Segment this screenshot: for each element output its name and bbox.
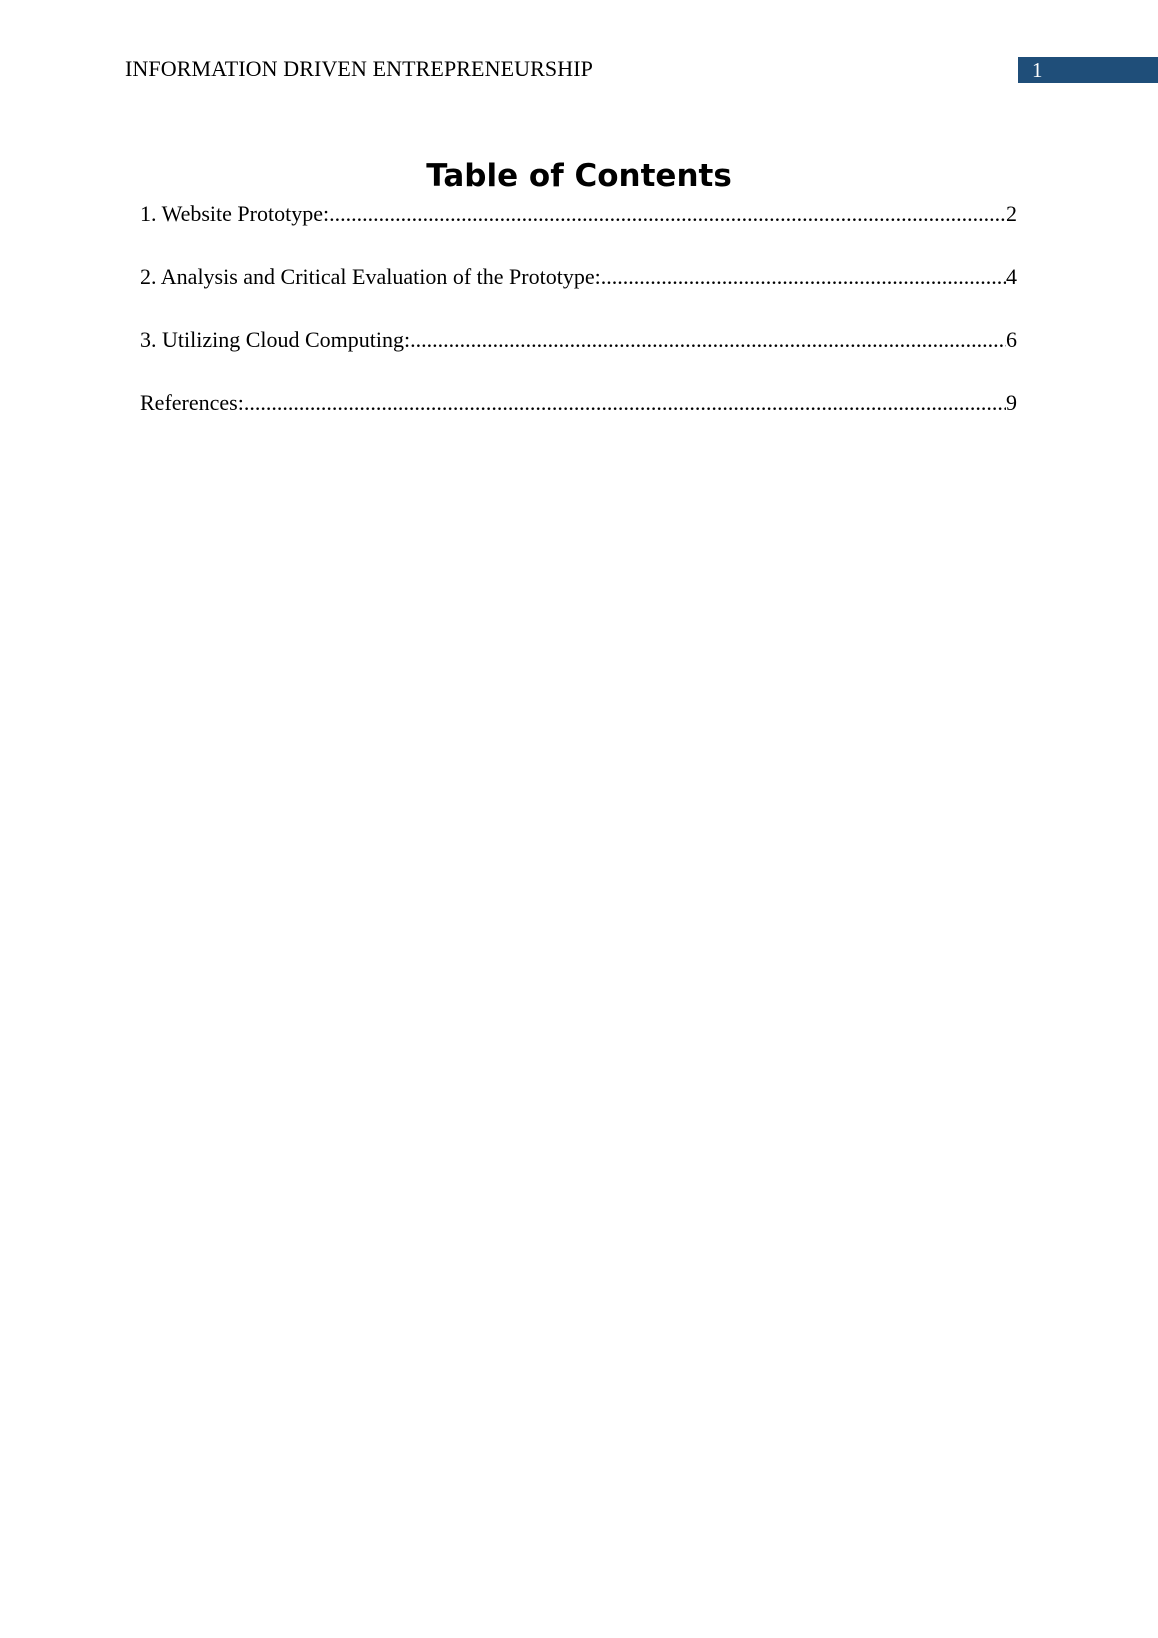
toc-entry-references[interactable] (140, 390, 1017, 453)
toc-dot-leader (410, 327, 1006, 353)
toc-entry-analysis-evaluation[interactable] (140, 264, 1017, 327)
toc-list (140, 201, 1017, 453)
toc-entry-page: 6 (1006, 327, 1017, 352)
toc-entry-website-prototype[interactable] (140, 201, 1017, 264)
page-number-badge (1018, 57, 1158, 83)
toc-entry-label: 2. Analysis and Critical Evaluation of the Prototype: (140, 264, 601, 289)
toc-entry-cloud-computing[interactable] (140, 327, 1017, 390)
toc-entry-label: 1. Website Prototype: (140, 201, 330, 226)
toc-entry-page: 4 (1006, 264, 1017, 289)
toc-entry-label: References: (140, 390, 244, 415)
running-header-title: INFORMATION DRIVEN ENTREPRENEURSHIP (125, 56, 593, 81)
toc-entry-page: 9 (1006, 390, 1017, 415)
toc-dot-leader (329, 201, 1006, 227)
toc-dot-leader (244, 390, 1006, 416)
page-number: 1 (1032, 58, 1043, 82)
toc-entry-page: 2 (1006, 201, 1017, 226)
toc-heading: Table of Contents (426, 158, 732, 194)
toc-entry-label: 3. Utilizing Cloud Computing: (140, 327, 411, 352)
toc-dot-leader (601, 264, 1006, 290)
